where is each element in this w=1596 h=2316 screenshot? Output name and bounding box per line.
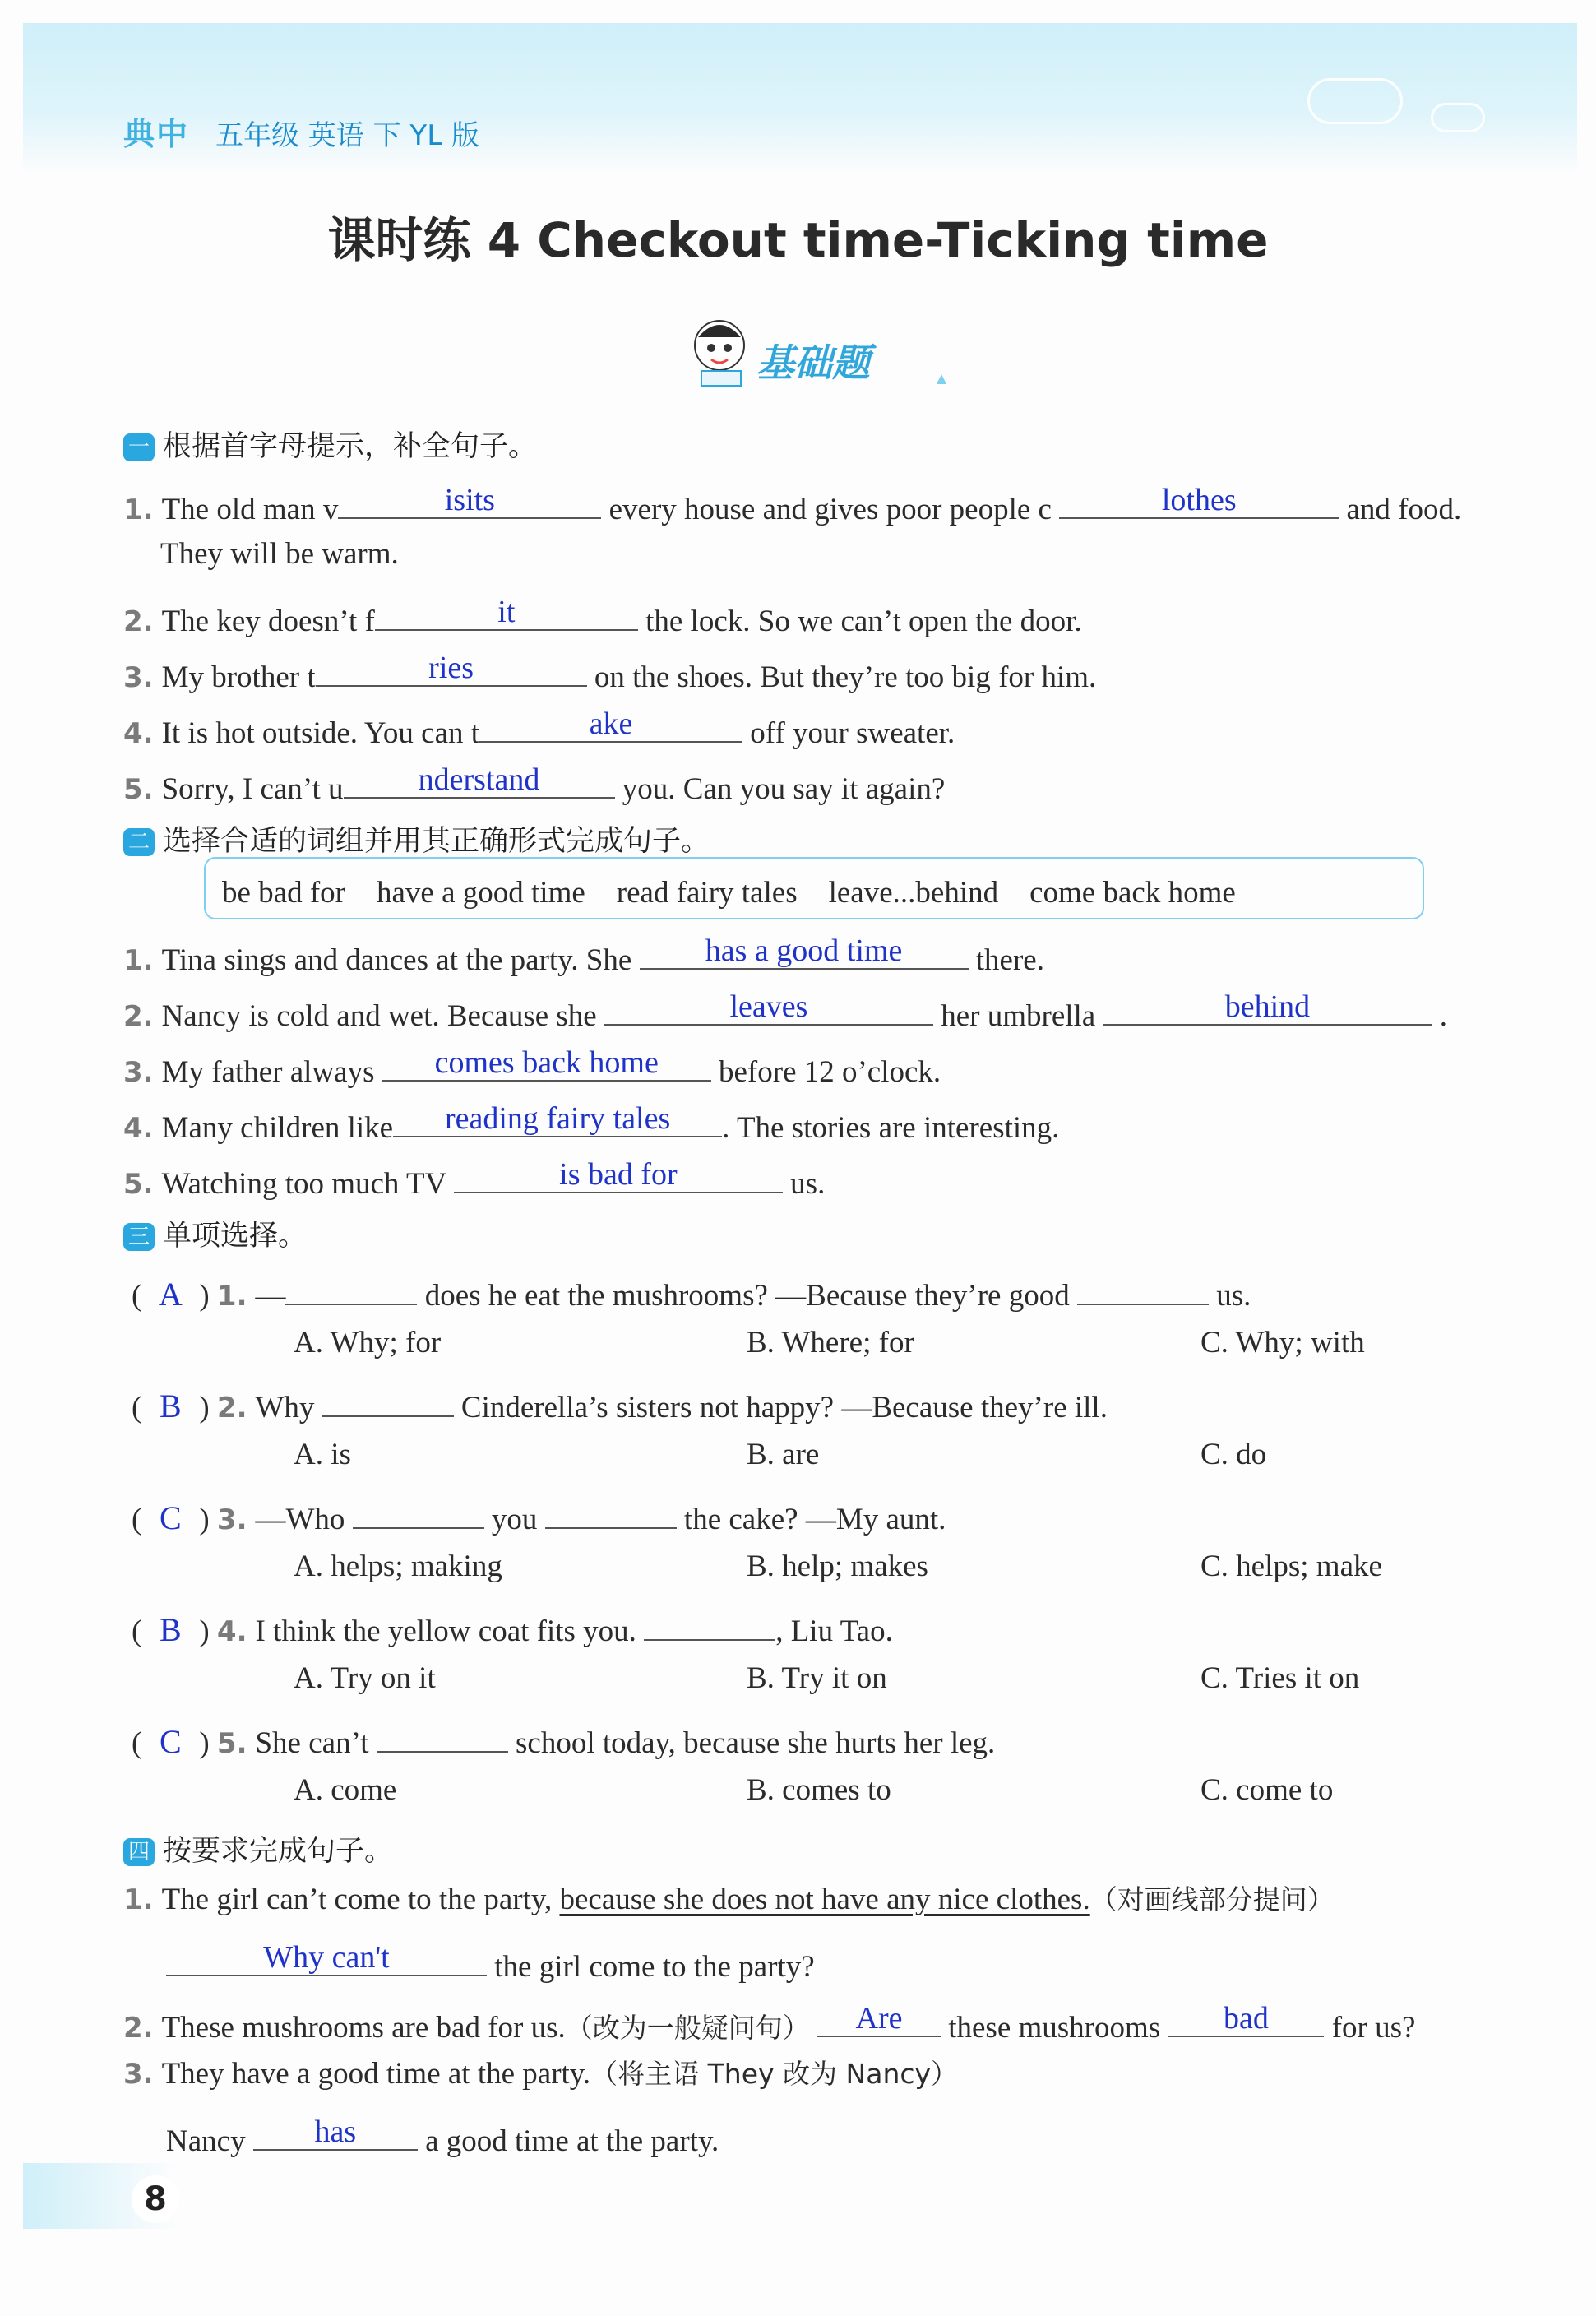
- option-a[interactable]: A. is: [294, 1438, 351, 1471]
- s3-item-2: ( B ) 2. Why Cinderella’s sisters not happy? —Because they’re ill.: [132, 1381, 1108, 1423]
- question-text: the girl come to the party?: [494, 1950, 815, 1984]
- question-text: They have a good time at the party.: [161, 2057, 591, 2091]
- section-3-heading: [123, 1213, 307, 1254]
- answer-blank[interactable]: [375, 595, 638, 631]
- answer-text: it: [497, 595, 516, 629]
- answer-text: isits: [444, 483, 495, 517]
- item-number: 2.: [123, 1000, 154, 1033]
- s1-item-4: [123, 706, 955, 748]
- option-b[interactable]: B. comes to: [747, 1773, 891, 1807]
- question-text: She can’t: [255, 1726, 369, 1760]
- option-c[interactable]: C. do: [1200, 1438, 1267, 1471]
- question-text: Sorry, I can’t u: [161, 772, 344, 806]
- answer-text: lothes: [1161, 483, 1237, 517]
- question-text: Nancy is cold and wet. Because she: [161, 999, 597, 1033]
- section-number-icon: 四: [123, 1838, 155, 1866]
- page-title: 课时练 4 Checkout time-Ticking time: [327, 212, 1269, 268]
- item-number: 5.: [216, 1727, 247, 1760]
- item-number: 1.: [123, 944, 154, 977]
- question-text: —: [255, 1279, 286, 1313]
- question-text: My brother t: [161, 660, 316, 694]
- answer-text: Are: [855, 2001, 903, 2036]
- s4-item-3-answer: [166, 2115, 719, 2156]
- s2-item-1: [123, 933, 1044, 975]
- question-text: Why: [255, 1391, 315, 1424]
- question-text: The girl can’t come to the party,: [161, 1883, 553, 1916]
- question-text: Many children like: [161, 1111, 394, 1145]
- option-b[interactable]: B. Try it on: [747, 1661, 887, 1695]
- question-text: you. Can you say it again?: [622, 772, 946, 806]
- question-text: The old man v: [161, 493, 339, 526]
- word-bank-item: be bad for: [222, 876, 345, 910]
- question-text: for us?: [1331, 2011, 1416, 2045]
- answer-blank[interactable]: [817, 2001, 941, 2037]
- question-text: It is hot outside. You can t: [161, 716, 480, 750]
- answer-text: has a good time: [705, 933, 903, 968]
- answer-text: Why can't: [263, 1940, 390, 1975]
- choice-answer[interactable]: B: [159, 1387, 182, 1424]
- s1-item-3: [123, 651, 1096, 692]
- answer-blank[interactable]: [545, 1493, 677, 1529]
- s2-item-5: [123, 1157, 825, 1199]
- answer-blank[interactable]: [382, 1045, 711, 1082]
- cloud-decoration: [1431, 103, 1485, 132]
- item-number: 3.: [123, 1056, 154, 1089]
- question-text: , Liu Tao.: [775, 1614, 893, 1648]
- question-text: Cinderella’s sisters not happy? —Because they’re ill.: [460, 1391, 1108, 1424]
- s3-item-4: ( B ) 4. I think the yellow coat fits you. , Liu Tao.: [132, 1605, 893, 1647]
- item-number: 2.: [216, 1392, 247, 1424]
- item-number: 2.: [123, 605, 154, 638]
- section-4-label: 按要求完成句子。: [163, 1835, 394, 1868]
- question-text: a good time at the party.: [425, 2124, 719, 2158]
- item-number: 5.: [123, 1168, 154, 1201]
- question-text: school today, because she hurts her leg.: [516, 1726, 996, 1760]
- question-text: off your sweater.: [750, 716, 955, 750]
- answer-blank[interactable]: [316, 651, 587, 687]
- answer-blank[interactable]: [377, 1716, 508, 1753]
- s1-item-5: [123, 762, 945, 804]
- question-text: Watching too much TV: [161, 1167, 446, 1201]
- question-text: the lock. So we can’t open the door.: [645, 604, 1082, 638]
- question-text: —Who: [255, 1503, 345, 1536]
- answer-text: has: [314, 2115, 357, 2149]
- item-number: 4.: [123, 717, 154, 750]
- option-a[interactable]: A. Try on it: [294, 1661, 436, 1695]
- answer-text: behind: [1224, 989, 1311, 1024]
- item-number: 3.: [123, 661, 154, 694]
- word-bank-item: read fairy tales: [616, 876, 798, 910]
- question-text: the cake? —My aunt.: [683, 1503, 946, 1536]
- question-text: these mushrooms: [948, 2011, 1161, 2045]
- answer-text: reading fairy tales: [444, 1101, 671, 1136]
- question-text: These mushrooms are bad for us.: [161, 2011, 566, 2045]
- answer-blank[interactable]: [1059, 483, 1339, 519]
- item-number: 2.: [123, 2012, 154, 2045]
- section-1-label: 根据首字母提示，补全句子。: [163, 430, 538, 463]
- choice-answer[interactable]: C: [159, 1723, 182, 1760]
- answer-blank[interactable]: [644, 1605, 775, 1641]
- item-number: 4.: [216, 1615, 247, 1648]
- question-text: Nancy: [166, 2124, 246, 2158]
- word-bank: [222, 875, 1267, 910]
- question-text: you: [491, 1503, 538, 1536]
- answer-blank[interactable]: [604, 989, 933, 1026]
- cloud-decoration: [1307, 78, 1403, 124]
- s4-item-1: [123, 1884, 1335, 1915]
- option-c[interactable]: C. Why; with: [1200, 1326, 1365, 1359]
- s1-item-1-cont: They will be warm.: [160, 537, 399, 571]
- grade-label: 五年级 英语 下 YL 版: [215, 119, 479, 152]
- section-number-icon: 三: [123, 1223, 155, 1251]
- s4-item-3: [123, 2059, 958, 2089]
- answer-blank[interactable]: [454, 1157, 783, 1193]
- choice-answer[interactable]: A: [158, 1276, 183, 1313]
- question-text: I think the yellow coat fits you.: [255, 1614, 636, 1648]
- s2-item-3: [123, 1045, 941, 1087]
- option-c[interactable]: C. Tries it on: [1200, 1661, 1360, 1695]
- s2-item-4: [123, 1101, 1059, 1143]
- question-text: there.: [975, 943, 1044, 977]
- answer-text: is bad for: [559, 1157, 678, 1192]
- item-number: 1.: [216, 1280, 247, 1313]
- answer-blank[interactable]: [322, 1381, 454, 1417]
- s2-item-2: [123, 989, 1447, 1031]
- answer-blank[interactable]: [253, 2115, 418, 2151]
- section-number-icon: 二: [123, 828, 155, 856]
- answer-text: bad: [1224, 2001, 1269, 2036]
- option-c[interactable]: C. come to: [1200, 1773, 1334, 1807]
- requirement-note: （将主语 They 改为 Nancy）: [590, 2058, 959, 2090]
- item-number: 1.: [123, 493, 154, 526]
- question-text: us.: [790, 1167, 826, 1201]
- answer-blank[interactable]: [393, 1101, 722, 1137]
- answer-blank[interactable]: [1077, 1269, 1209, 1305]
- section-1-heading: [123, 424, 537, 465]
- page-number: 8: [132, 2175, 179, 2223]
- option-b[interactable]: B. are: [747, 1438, 820, 1471]
- answer-text: nderstand: [418, 762, 540, 797]
- section-number-icon: 一: [123, 433, 155, 461]
- section-4-heading: [123, 1828, 393, 1869]
- s1-item-1: [123, 483, 1461, 525]
- underlined-text: because she does not have any nice clothes.: [559, 1883, 1090, 1916]
- section-2-heading: [123, 818, 710, 859]
- answer-blank[interactable]: [344, 762, 615, 799]
- answer-blank[interactable]: [285, 1269, 417, 1305]
- answer-text: ake: [589, 706, 633, 741]
- section-badge: 基础题: [756, 340, 870, 385]
- answer-blank[interactable]: [640, 933, 969, 970]
- question-text: and food.: [1346, 493, 1462, 526]
- question-text: Tina sings and dances at the party. She: [161, 943, 632, 977]
- s3-item-3: ( C ) 3. —Who you the cake? —My aunt.: [132, 1493, 946, 1535]
- word-bank-item: come back home: [1029, 876, 1236, 910]
- answer-blank[interactable]: [1103, 989, 1432, 1026]
- section-3-label: 单项选择。: [163, 1220, 308, 1253]
- question-text: . The stories are interesting.: [722, 1111, 1060, 1145]
- option-b[interactable]: B. Where; for: [747, 1326, 914, 1359]
- question-text: does he eat the mushrooms? —Because they’re good: [424, 1279, 1070, 1313]
- requirement-note: （改为一般疑问句）: [565, 2012, 810, 2044]
- word-bank-item: have a good time: [377, 876, 585, 910]
- question-text: before 12 o’clock.: [719, 1055, 941, 1089]
- s4-item-2: [123, 2001, 1415, 2043]
- question-text: on the shoes. But they’re too big for him.: [594, 660, 1097, 694]
- word-bank-item: leave...behind: [828, 876, 999, 910]
- answer-text: ries: [428, 651, 474, 685]
- option-a[interactable]: A. Why; for: [294, 1326, 442, 1359]
- option-b[interactable]: B. help; makes: [747, 1549, 928, 1583]
- item-number: 3.: [216, 1503, 247, 1536]
- requirement-note: （对画线部分提问）: [1089, 1883, 1335, 1915]
- answer-text: comes back home: [434, 1045, 659, 1080]
- question-text: .: [1439, 999, 1447, 1033]
- s1-item-2: [123, 595, 1082, 637]
- question-text: My father always: [161, 1055, 375, 1089]
- answer-blank[interactable]: [353, 1493, 484, 1529]
- section-2-label: 选择合适的词组并用其正确形式完成句子。: [163, 825, 710, 858]
- s3-item-5: ( C ) 5. She can’t school today, because she hurts her leg.: [132, 1716, 995, 1758]
- question-text: her umbrella: [941, 999, 1096, 1033]
- answer-blank[interactable]: [166, 1940, 487, 1976]
- question-text: every house and gives poor people c: [608, 493, 1052, 526]
- answer-blank[interactable]: [338, 483, 601, 519]
- brand-logo: 典中: [123, 116, 190, 152]
- answer-blank[interactable]: [479, 706, 742, 743]
- choice-answer[interactable]: B: [159, 1611, 182, 1648]
- option-c[interactable]: C. helps; make: [1200, 1549, 1382, 1583]
- item-number: 5.: [123, 773, 154, 806]
- s4-item-1-answer: [166, 1940, 815, 1982]
- question-text: us.: [1216, 1279, 1251, 1313]
- item-number: 4.: [123, 1112, 154, 1145]
- item-number: 3.: [123, 2058, 154, 2091]
- answer-text: leaves: [729, 989, 808, 1024]
- item-number: 1.: [123, 1883, 154, 1916]
- answer-blank[interactable]: [1168, 2001, 1324, 2037]
- option-a[interactable]: A. come: [294, 1773, 397, 1807]
- choice-answer[interactable]: C: [159, 1499, 182, 1536]
- option-a[interactable]: A. helps; making: [294, 1549, 502, 1583]
- question-text: The key doesn’t f: [161, 604, 375, 638]
- s3-item-1: ( A ) 1. — does he eat the mushrooms? —Because they’re good us.: [132, 1269, 1251, 1311]
